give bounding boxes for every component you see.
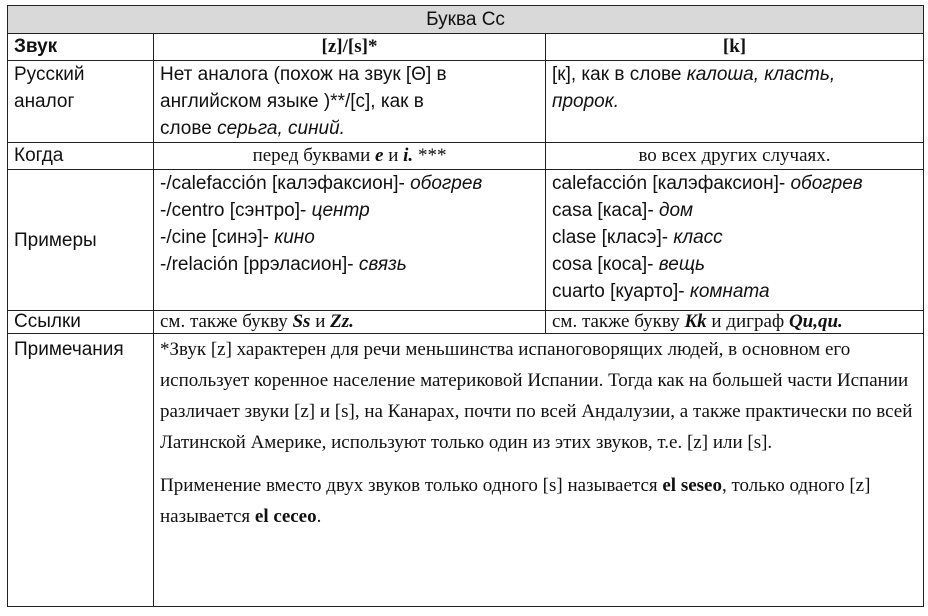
links-z-zz: Zz. — [330, 311, 354, 332]
example-k-translation: класс — [673, 227, 723, 248]
notes-content — [154, 334, 924, 607]
example-k-item — [552, 278, 917, 305]
header-row — [8, 34, 924, 61]
example-z-word: -/relación [ррэласион]- — [160, 254, 359, 275]
example-k-item — [552, 197, 917, 224]
example-z-translation: связь — [358, 254, 407, 275]
notes-ceceo: el ceceo — [254, 506, 317, 527]
russian-k-examples-1: калоша, класть, — [686, 64, 836, 85]
russian-analog-label-line1: Русский — [14, 64, 85, 85]
example-k-word: cosa [коса]- — [552, 254, 659, 275]
example-z-translation: обогрев — [410, 173, 483, 194]
example-z-item — [160, 170, 539, 197]
links-k — [546, 311, 924, 334]
examples-row — [8, 170, 924, 311]
russian-analog-row — [8, 61, 924, 143]
russian-k-line1-prefix: [к], как в слове — [552, 64, 687, 85]
example-z-item — [160, 197, 539, 224]
russian-analog-k — [546, 61, 924, 143]
links-label: Ссылки — [8, 311, 154, 334]
examples-z — [154, 170, 546, 311]
example-k-translation: комната — [689, 281, 770, 302]
letter-table — [7, 5, 924, 607]
title-row — [8, 6, 924, 34]
when-label: Когда — [8, 143, 154, 170]
links-z-ss: Ss — [292, 311, 311, 332]
example-k-translation: дом — [658, 200, 694, 221]
when-z — [154, 143, 546, 170]
when-z-prefix: перед буквами — [252, 145, 376, 166]
russian-z-line3 — [160, 115, 539, 142]
links-z-prefix: см. также букву — [160, 311, 293, 332]
letter-card — [7, 5, 923, 616]
example-k-item — [552, 170, 917, 197]
links-k-mid: и диграф — [706, 311, 789, 332]
russian-k-line1 — [552, 61, 917, 88]
when-row — [8, 143, 924, 170]
russian-k-examples-2: пророк. — [552, 91, 619, 112]
russian-analog-z — [154, 61, 546, 143]
example-k-word: clase [класэ]- — [552, 227, 674, 248]
links-z — [154, 311, 546, 334]
example-k-translation: вещь — [658, 254, 705, 275]
examples-label: Примеры — [8, 170, 154, 311]
when-z-suffix: *** — [413, 145, 447, 166]
notes-paragraph-2 — [160, 470, 917, 532]
notes-paragraph-1: *Звук [z] характерен для речи меньшинства испаноговорящих людей, в основном его использует коренное население материковой Испании. Тогда как на большей части Испании различает звуки [z] и [s], на Канарах, почти по всей Андалузии, а также практически по всей Латинской Америке, используют только один из этих звуков, т.е. [z] или [s]. — [160, 339, 913, 453]
notes-seseo: el seseo — [662, 475, 722, 496]
example-k-word: casa [каса]- — [552, 200, 659, 221]
links-k-prefix: см. также букву — [552, 311, 685, 332]
table-title: Буква Cc — [8, 6, 924, 34]
notes-para2-c: , только одного [z] называется — [160, 475, 871, 527]
example-k-item — [552, 224, 917, 251]
example-z-word: -/cine [синэ]- — [160, 227, 275, 248]
example-z-word: -/centro [сэнтро]- — [160, 200, 312, 221]
russian-z-examples: серьга, синий. — [217, 118, 345, 139]
example-z-item — [160, 224, 539, 251]
russian-k-line2 — [552, 88, 917, 115]
when-z-i: i. — [403, 145, 414, 166]
russian-z-line2: английском языке )**/[c], как в — [160, 91, 424, 112]
examples-k — [546, 170, 924, 311]
notes-row — [8, 334, 924, 607]
example-k-translation: обогрев — [790, 173, 863, 194]
links-z-mid: и — [310, 311, 331, 332]
russian-z-line3-prefix: слове — [160, 118, 218, 139]
russian-analog-label-line2: аналог — [14, 91, 75, 112]
russian-z-line1: Нет аналога (похож на звук [Θ] в — [160, 64, 447, 85]
header-z-s: [z]/[s]* — [154, 34, 546, 61]
header-sound: Звук — [8, 34, 154, 61]
notes-para2-e: . — [316, 506, 322, 527]
example-k-word: cuarto [куарто]- — [552, 281, 690, 302]
header-k: [k] — [546, 34, 924, 61]
when-z-mid: и — [383, 145, 404, 166]
example-z-item — [160, 251, 539, 278]
when-k: во всех других случаях. — [546, 143, 924, 170]
notes-label: Примечания — [8, 334, 154, 607]
links-k-qu: Qu,qu. — [788, 311, 843, 332]
links-row — [8, 311, 924, 334]
russian-analog-label — [8, 61, 154, 143]
links-k-kk: Kk — [684, 311, 707, 332]
example-z-translation: кино — [274, 227, 315, 248]
notes-para2-a: Применение вместо двух звуков только одного [s] называется — [160, 475, 663, 496]
example-k-item — [552, 251, 917, 278]
when-z-e: e — [375, 145, 384, 166]
example-k-word: calefacción [калэфаксион]- — [552, 173, 791, 194]
example-z-word: -/calefacción [калэфаксион]- — [160, 173, 411, 194]
example-z-translation: центр — [311, 200, 370, 221]
